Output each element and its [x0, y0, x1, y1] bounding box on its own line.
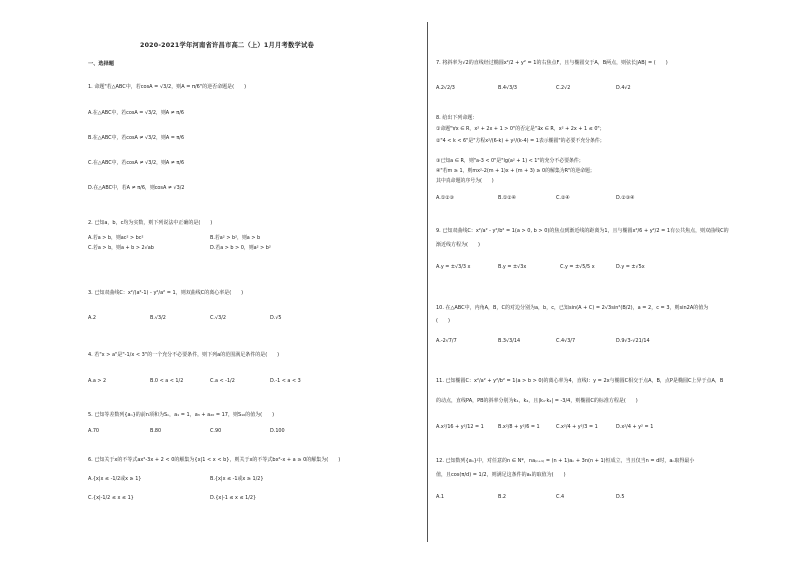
q4-option-c: C.a < -1/2 [210, 378, 235, 384]
q6-option-a: A.{x|x ≤ -1/2或x ≥ 1} [88, 476, 142, 482]
q2-option-b: B.若a² > b²，则a > b [210, 235, 261, 241]
q5-option-d: D.100 [270, 428, 285, 434]
q1-option-c: C.在△ABC中，若cosA ≠ √3/2，则A ≠ π/6 [88, 160, 185, 166]
q4-option-d: D.-1 < a < 3 [270, 378, 301, 384]
q10-option-c: C.4√3/7 [556, 338, 576, 344]
question-12-line-1: 12. 已知数列{aₙ}中，对任意的n ∈ N*，na₍ₙ₊₁₎ = (n + 1)aₙ + 3n(n + 1)恒成立，当且仅当n = d时，aₙ取得最小 [436, 458, 695, 464]
q2-option-d: D.若a > b > 0，则a² > b² [210, 245, 271, 251]
question-11-line-1: 11. 已知椭圆C：x²/a² + y²/b² = 1(a > b > 0)的离心率为4，直线l：y = 2x与椭圆C相交于点A，B，点P是椭圆C上异于点A，B [436, 378, 724, 384]
q3-option-a: A.2 [88, 315, 96, 321]
q2-option-a: A.若a > b，则ac² > bc² [88, 235, 144, 241]
q1-option-a: A.在△ABC中，若cosA = √3/2，则A ≠ π/6 [88, 110, 184, 116]
q6-option-d: D.{x|-1 ≤ x ≤ 1/2} [210, 495, 257, 501]
q12-option-d: D.5 [616, 494, 625, 500]
q12-option-b: B.2 [498, 494, 507, 500]
q8-option-a: A.①②③ [436, 195, 454, 201]
q1-option-d: D.在△ABC中，若A ≠ π/6，则cosA ≠ √3/2 [88, 185, 185, 191]
q3-option-b: B.√3/2 [150, 315, 166, 321]
column-divider [427, 22, 428, 542]
q8-option-c: C.②④ [556, 195, 570, 201]
question-7: 7. 将斜率为√2的直线经过椭圆x²/2 + y² = 1的右焦点F，且与椭圆交于A，B两点，则弦长|AB| = ( ) [436, 60, 668, 66]
q11-option-b: B.x²/8 + y²/6 = 1 [498, 424, 540, 430]
q5-option-a: A.70 [88, 428, 100, 434]
q9-option-d: D.y = ±√5x [616, 264, 645, 270]
q9-option-c: C.y = ±√5/5 x [560, 264, 595, 270]
question-12-line-2: 值，且cos(π/d) = 1/2，则满足这条件的a₁的取值为( ) [436, 472, 566, 478]
q12-option-a: A.1 [436, 494, 444, 500]
exam-title: 2020-2021学年河南省许昌市高二（上）1月月考数学试卷 [140, 42, 314, 49]
q8-item-1: ①命题"∀x ∈ R，x² + 2x + 1 > 0"的否定是"∃x ∈ R，x² + 2x + 1 ≤ 0"； [436, 126, 605, 132]
q12-option-c: C.4 [556, 494, 565, 500]
question-6: 6. 已知关于x的不等式ax²-3x + 2 < 0的解集为{x|1 < x < b}，则关于x的不等式bx²-x + a ≥ 0的解集为( ) [88, 457, 341, 463]
q7-option-b: B.4√3/3 [498, 85, 518, 91]
q9-option-a: A.y = ±√3/3 x [436, 264, 471, 270]
q9-option-b: B.y = ±√3x [498, 264, 527, 270]
q8-item-2: ②"4 < k < 6"是"方程x²/(6-k) + y²/(k-4) = 1表示椭圆"的必要不充分条件； [436, 138, 605, 144]
question-10-line-1: 10. 在△ABC中，内角A，B，C的对边分别为a，b，c，已知sin(A + C) = 2√3sin²(B/2)，a = 2，c = 3，则sin2A的值为 [436, 305, 709, 311]
q3-option-d: D.√5 [270, 315, 282, 321]
question-9-line-1: 9. 已知双曲线C：x²/a² - y²/b² = 1(a > 0, b > 0)的焦点到渐近线的距离为1，且与椭圆x²/6 + y²/2 = 1有公共焦点，则双曲线C的 [436, 228, 729, 234]
question-5: 5. 已知等差数列{aₙ}的前n项和为Sₙ，a₁ = 1，a₃ + a₂₀ = 17，则S₁₀的值为( ) [88, 412, 275, 418]
q4-option-a: A.a > 2 [88, 378, 107, 384]
q3-option-c: C.√3/2 [210, 315, 226, 321]
q11-option-a: A.x²/16 + y²/12 = 1 [436, 424, 484, 430]
question-1: 1. 命题"若△ABC中，若cosA = √3/2，则A = π/6"的逆否命题是( ) [88, 84, 247, 90]
question-10-line-2: ( ) [436, 318, 450, 324]
q4-option-b: B.0 < a < 1/2 [150, 378, 184, 384]
question-8: 8. 给出下列命题： [436, 115, 478, 121]
section-heading: 一、选择题 [88, 61, 114, 67]
q10-option-a: A.-2√7/7 [436, 338, 457, 344]
question-3: 3. 已知双曲线C：x²/(a²-1) - y²/a² = 1，则双曲线C的离心率是( ) [88, 290, 244, 296]
q6-option-c: C.{x|-1/2 ≤ x ≤ 1} [88, 495, 134, 501]
question-11-line-2: 的动点，直线PA，PB的斜率分别为k₁，k₂，且|k₁·k₂| = -3/4，则椭圆C的标准方程是( ) [436, 398, 638, 404]
q8-item-3: ③已知a ∈ R，则"a-3 < 0"是"lg(a² + 1) < 1"的充分不必要条件； [436, 158, 584, 164]
q2-option-c: C.若a > b，则a + b > 2√ab [88, 245, 154, 251]
q8-tail: 其中真命题的序号为( ) [436, 178, 494, 184]
q1-option-b: B.在△ABC中，若cosA ≠ √3/2，则A = π/6 [88, 135, 185, 141]
question-9-line-2: 渐近线方程为( ) [436, 242, 480, 248]
q10-option-b: B.3√3/14 [498, 338, 521, 344]
q7-option-c: C.2√2 [556, 85, 571, 91]
q8-option-d: D.②③④ [616, 195, 635, 201]
q7-option-d: D.4√2 [616, 85, 631, 91]
q8-item-4: ④"若m ≥ 1，则mx²-2(m + 1)x + (m + 3) ≥ 0的解集为R"的逆命题； [436, 168, 595, 174]
q5-option-c: C.90 [210, 428, 222, 434]
q11-option-d: D.x²/4 + y² = 1 [616, 424, 654, 430]
question-2: 2. 已知a，b，c均为实数，则下列说法中正确的是( ) [88, 220, 213, 226]
q11-option-c: C.x²/4 + y²/3 = 1 [556, 424, 598, 430]
q10-option-d: D.9√3-√21/14 [616, 338, 650, 344]
q5-option-b: B.80 [150, 428, 162, 434]
q7-option-a: A.2√2/3 [436, 85, 455, 91]
question-4: 4. 若"x > a"是"-1/x < 3"的一个充分不必要条件，则下列a的范围满足条件的是( ) [88, 352, 280, 358]
q6-option-b: B.{x|x ≤ -1或x ≥ 1/2} [210, 476, 264, 482]
q8-option-b: B.①②④ [498, 195, 517, 201]
